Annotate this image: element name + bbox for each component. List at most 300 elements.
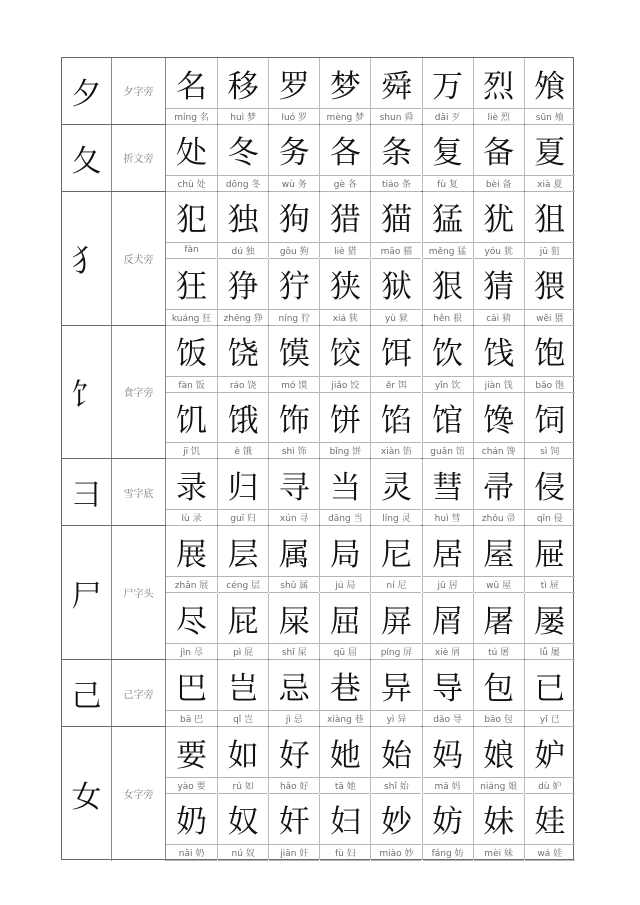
- pinyin-label: lù 录: [166, 509, 217, 526]
- character-cell: [217, 259, 268, 325]
- sample-character: 饭: [176, 336, 208, 373]
- character-cell: [217, 727, 268, 793]
- radical-character: 犭: [62, 192, 112, 325]
- character-cell: [370, 392, 421, 458]
- character-cell: [370, 660, 421, 726]
- sample-character: 狗: [278, 202, 310, 239]
- pinyin-label: jú 局: [320, 576, 370, 593]
- sample-character: 务: [278, 135, 310, 172]
- character-cell: [370, 794, 421, 860]
- character-row: [166, 192, 573, 258]
- character-cell: [217, 794, 268, 860]
- character-cell: [422, 660, 473, 726]
- sample-character: 饲: [534, 402, 566, 439]
- pinyin-label: zhēng 狰: [218, 309, 268, 326]
- pinyin-label: níng 狞: [269, 309, 319, 326]
- pinyin-label: zhǒu 帚: [474, 509, 524, 526]
- pinyin-label: liè 烈: [474, 108, 524, 125]
- pinyin-label: dù 妒: [525, 777, 575, 794]
- sample-character: 飧: [534, 68, 566, 105]
- sample-character: 罗: [278, 68, 310, 105]
- character-row: [166, 259, 573, 325]
- sample-character: 妹: [483, 804, 515, 841]
- sample-character: 烈: [483, 68, 515, 105]
- pinyin-label: liè 猎: [320, 242, 370, 259]
- sample-character: 妇: [329, 804, 361, 841]
- character-cell: [217, 125, 268, 191]
- sample-character: 异: [380, 670, 412, 707]
- sample-character: 饰: [278, 402, 310, 439]
- character-cell: [370, 58, 421, 124]
- calligraphy-practice-sheet: [61, 57, 574, 860]
- character-cell: [370, 326, 421, 392]
- pinyin-label: fù 复: [423, 175, 473, 192]
- sample-character: 狙: [534, 202, 566, 239]
- sample-character: 饱: [534, 336, 566, 373]
- character-cell: [524, 794, 575, 860]
- pinyin-label: shì 饰: [269, 442, 319, 459]
- sample-character: 屉: [534, 536, 566, 573]
- pinyin-label: huì 彗: [423, 509, 473, 526]
- sample-character: 尽: [176, 603, 208, 640]
- sample-character: 要: [176, 737, 208, 774]
- pinyin-label: xiá 狭: [320, 309, 370, 326]
- character-cell: [319, 58, 370, 124]
- character-cell: [268, 259, 319, 325]
- pinyin-label: dú 独: [218, 242, 268, 259]
- pinyin-label: dǎo 导: [423, 710, 473, 727]
- pinyin-label: fù 妇: [320, 844, 370, 861]
- sample-character: 馆: [432, 402, 464, 439]
- sample-character: 屑: [432, 603, 464, 640]
- character-cell: [319, 259, 370, 325]
- character-cell: [473, 326, 524, 392]
- sample-character: 居: [432, 536, 464, 573]
- character-cell: [473, 259, 524, 325]
- character-cell: [473, 794, 524, 860]
- character-cell: [268, 459, 319, 525]
- radical-name: 食字旁: [112, 326, 166, 459]
- character-cell: [319, 794, 370, 860]
- pinyin-label: māo 猫: [371, 242, 421, 259]
- character-cell: [524, 593, 575, 659]
- sample-character: 狠: [432, 269, 464, 306]
- radical-group: [62, 526, 573, 660]
- pinyin-label: měng 猛: [423, 242, 473, 259]
- radical-group: [62, 192, 573, 326]
- pinyin-label: jū 狙: [525, 242, 575, 259]
- sample-character: 移: [227, 68, 259, 105]
- sample-character: 犯: [176, 202, 208, 239]
- character-cell: [473, 459, 524, 525]
- sample-character: 归: [227, 469, 259, 506]
- sample-character: 猛: [432, 202, 464, 239]
- sample-character: 屈: [329, 603, 361, 640]
- sample-character: 馍: [278, 336, 310, 373]
- sample-character: 奸: [278, 804, 310, 841]
- sample-character: 饮: [432, 336, 464, 373]
- radical-group: [62, 326, 573, 460]
- pinyin-label: mèng 梦: [320, 108, 370, 125]
- pinyin-label: dāng 当: [320, 509, 370, 526]
- sample-character: 梦: [329, 68, 361, 105]
- character-row: [166, 459, 573, 525]
- sample-character: 导: [432, 670, 464, 707]
- pinyin-label: jī 饥: [166, 442, 217, 459]
- pinyin-label: mó 馍: [269, 376, 319, 393]
- sample-character: 猎: [329, 202, 361, 239]
- pinyin-label: jiàn 饯: [474, 376, 524, 393]
- character-cell: [166, 392, 217, 458]
- pinyin-label: wū 屋: [474, 576, 524, 593]
- pinyin-label: mèi 妹: [474, 844, 524, 861]
- sample-character: 舜: [380, 68, 412, 105]
- pinyin-label: fàn: [166, 242, 217, 259]
- character-cell: [370, 192, 421, 258]
- pinyin-label: guǎn 馆: [423, 442, 473, 459]
- sample-character: 忌: [278, 670, 310, 707]
- sample-character: 狭: [329, 269, 361, 306]
- radical-group: [62, 459, 573, 526]
- character-cell: [524, 526, 575, 592]
- radical-character: 夕: [62, 58, 112, 124]
- character-row: [166, 526, 573, 592]
- radical-group: [62, 58, 573, 125]
- sample-character: 馋: [483, 402, 515, 439]
- sample-character: 猥: [534, 269, 566, 306]
- pinyin-label: nú 奴: [218, 844, 268, 861]
- pinyin-label: nǎi 奶: [166, 844, 217, 861]
- character-cell: [473, 660, 524, 726]
- radical-group: [62, 660, 573, 727]
- character-cell: [473, 727, 524, 793]
- sample-character: 岂: [227, 670, 259, 707]
- pinyin-label: yǐn 饮: [423, 376, 473, 393]
- character-cell: [524, 392, 575, 458]
- character-cell: [422, 125, 473, 191]
- sample-character: 饥: [176, 402, 208, 439]
- pinyin-label: mā 妈: [423, 777, 473, 794]
- sample-character: 狱: [380, 269, 412, 306]
- character-cell: [319, 192, 370, 258]
- radical-character: 彐: [62, 459, 112, 525]
- pinyin-label: chù 处: [166, 175, 217, 192]
- radical-name: 反犬旁: [112, 192, 166, 325]
- pinyin-label: hěn 狠: [423, 309, 473, 326]
- pinyin-label: yù 狱: [371, 309, 421, 326]
- character-cell: [319, 660, 370, 726]
- pinyin-label: niáng 娘: [474, 777, 524, 794]
- pinyin-label: hǎo 好: [269, 777, 319, 794]
- character-cell: [319, 727, 370, 793]
- character-cell: [166, 593, 217, 659]
- sample-character: 帚: [483, 469, 515, 506]
- pinyin-label: jiǎo 饺: [320, 376, 370, 393]
- pinyin-label: wěi 猥: [525, 309, 575, 326]
- character-cell: [422, 259, 473, 325]
- pinyin-label: xiàng 巷: [320, 710, 370, 727]
- pinyin-label: luó 罗: [269, 108, 319, 125]
- sample-character: 处: [176, 135, 208, 172]
- character-row: [166, 392, 573, 458]
- sample-character: 录: [176, 469, 208, 506]
- radical-name: 夕字旁: [112, 58, 166, 124]
- character-cell: [473, 392, 524, 458]
- sample-character: 妈: [432, 737, 464, 774]
- character-cell: [166, 660, 217, 726]
- character-cell: [217, 660, 268, 726]
- character-cell: [217, 58, 268, 124]
- sample-character: 属: [278, 536, 310, 573]
- pinyin-label: tiáo 条: [371, 175, 421, 192]
- pinyin-label: tā 她: [320, 777, 370, 794]
- sample-character: 她: [329, 737, 361, 774]
- sample-character: 万: [432, 68, 464, 105]
- sample-character: 妒: [534, 737, 566, 774]
- character-cell: [473, 526, 524, 592]
- character-row: [166, 727, 573, 793]
- pinyin-label: rú 如: [218, 777, 268, 794]
- pinyin-label: tú 屠: [474, 643, 524, 660]
- pinyin-label: tì 屉: [525, 576, 575, 593]
- pinyin-label: yǐ 已: [525, 710, 575, 727]
- pinyin-label: jiān 奸: [269, 844, 319, 861]
- character-cell: [524, 727, 575, 793]
- sample-character: 展: [176, 536, 208, 573]
- character-cell: [166, 58, 217, 124]
- pinyin-label: shǐ 屎: [269, 643, 319, 660]
- character-row: [166, 326, 573, 392]
- sample-character: 屡: [534, 603, 566, 640]
- character-cell: [422, 593, 473, 659]
- character-cell: [268, 526, 319, 592]
- pinyin-label: céng 层: [218, 576, 268, 593]
- radical-character: 己: [62, 660, 112, 726]
- character-cell: [166, 125, 217, 191]
- character-cell: [473, 125, 524, 191]
- character-cell: [319, 526, 370, 592]
- pinyin-label: líng 灵: [371, 509, 421, 526]
- character-cell: [166, 459, 217, 525]
- character-cell: [268, 660, 319, 726]
- sample-character: 巷: [329, 670, 361, 707]
- sample-character: 尼: [380, 536, 412, 573]
- character-cell: [319, 459, 370, 525]
- pinyin-label: dǎi 歹: [423, 108, 473, 125]
- character-cell: [217, 593, 268, 659]
- radical-name: 雪字底: [112, 459, 166, 525]
- character-cell: [422, 794, 473, 860]
- character-cell: [217, 192, 268, 258]
- pinyin-label: sūn 飧: [525, 108, 575, 125]
- character-cell: [422, 58, 473, 124]
- character-cell: [166, 794, 217, 860]
- character-row: [166, 58, 573, 124]
- character-cell: [524, 58, 575, 124]
- pinyin-label: miào 妙: [371, 844, 421, 861]
- character-cell: [166, 326, 217, 392]
- pinyin-label: yì 异: [371, 710, 421, 727]
- character-cell: [166, 192, 217, 258]
- character-cell: [422, 326, 473, 392]
- character-cell: [217, 392, 268, 458]
- sample-character: 狂: [176, 269, 208, 306]
- sample-character: 条: [380, 135, 412, 172]
- pinyin-label: gè 各: [320, 175, 370, 192]
- pinyin-label: xiè 屑: [423, 643, 473, 660]
- sample-character: 妙: [380, 804, 412, 841]
- pinyin-label: dōng 冬: [218, 175, 268, 192]
- sample-character: 娃: [534, 804, 566, 841]
- pinyin-label: è 饿: [218, 442, 268, 459]
- character-row: [166, 593, 573, 659]
- sample-character: 屏: [380, 603, 412, 640]
- sample-character: 娘: [483, 737, 515, 774]
- sample-character: 犹: [483, 202, 515, 239]
- radical-name: 己字旁: [112, 660, 166, 726]
- radical-name: 尸字头: [112, 526, 166, 659]
- radical-character: 尸: [62, 526, 112, 659]
- character-cell: [268, 125, 319, 191]
- sample-character: 始: [380, 737, 412, 774]
- pinyin-label: zhǎn 展: [166, 576, 217, 593]
- sample-character: 灵: [380, 469, 412, 506]
- sample-character: 屠: [483, 603, 515, 640]
- sample-character: 名: [176, 68, 208, 105]
- character-cell: [524, 259, 575, 325]
- pinyin-label: kuáng 狂: [166, 309, 217, 326]
- character-cell: [524, 459, 575, 525]
- pinyin-label: jū 居: [423, 576, 473, 593]
- sample-character: 层: [227, 536, 259, 573]
- sample-character: 饶: [227, 336, 259, 373]
- character-cell: [319, 125, 370, 191]
- pinyin-label: huì 梦: [218, 108, 268, 125]
- character-cell: [370, 727, 421, 793]
- pinyin-label: jìn 尽: [166, 643, 217, 660]
- sample-character: 局: [329, 536, 361, 573]
- pinyin-label: cāi 猜: [474, 309, 524, 326]
- pinyin-label: qū 屈: [320, 643, 370, 660]
- sample-character: 当: [329, 469, 361, 506]
- sample-character: 好: [278, 737, 310, 774]
- character-cell: [166, 259, 217, 325]
- character-cell: [370, 259, 421, 325]
- character-cell: [473, 58, 524, 124]
- radical-group: [62, 125, 573, 192]
- pinyin-label: lǚ 屡: [525, 643, 575, 660]
- sample-character: 寻: [278, 469, 310, 506]
- character-row: [166, 660, 573, 726]
- character-cell: [524, 326, 575, 392]
- sample-character: 奴: [227, 804, 259, 841]
- pinyin-label: míng 名: [166, 108, 217, 125]
- character-cell: [319, 326, 370, 392]
- sample-character: 已: [534, 670, 566, 707]
- character-cell: [370, 593, 421, 659]
- sample-character: 侵: [534, 469, 566, 506]
- sample-character: 饯: [483, 336, 515, 373]
- sample-character: 饺: [329, 336, 361, 373]
- pinyin-label: wá 娃: [525, 844, 575, 861]
- sample-character: 巴: [176, 670, 208, 707]
- pinyin-label: bǐng 饼: [320, 442, 370, 459]
- pinyin-label: sì 饲: [525, 442, 575, 459]
- sample-character: 馅: [380, 402, 412, 439]
- character-cell: [473, 192, 524, 258]
- pinyin-label: fáng 妨: [423, 844, 473, 861]
- character-cell: [217, 326, 268, 392]
- pinyin-label: píng 屏: [371, 643, 421, 660]
- character-cell: [166, 526, 217, 592]
- character-cell: [268, 192, 319, 258]
- pinyin-label: shǔ 属: [269, 576, 319, 593]
- sample-character: 夏: [534, 135, 566, 172]
- pinyin-label: wù 务: [269, 175, 319, 192]
- sample-character: 饵: [380, 336, 412, 373]
- pinyin-label: qīn 侵: [525, 509, 575, 526]
- pinyin-label: ráo 饶: [218, 376, 268, 393]
- sample-character: 屎: [278, 603, 310, 640]
- radical-character: 夂: [62, 125, 112, 191]
- character-cell: [319, 593, 370, 659]
- radical-name: 女字旁: [112, 727, 166, 861]
- character-cell: [166, 727, 217, 793]
- pinyin-label: chán 馋: [474, 442, 524, 459]
- character-cell: [319, 392, 370, 458]
- character-cell: [217, 459, 268, 525]
- pinyin-label: shun 舜: [371, 108, 421, 125]
- character-cell: [422, 727, 473, 793]
- pinyin-label: bèi 备: [474, 175, 524, 192]
- character-cell: [473, 593, 524, 659]
- sample-character: 奶: [176, 804, 208, 841]
- character-cell: [524, 660, 575, 726]
- sample-character: 复: [432, 135, 464, 172]
- radical-group: [62, 727, 573, 861]
- sample-character: 妨: [432, 804, 464, 841]
- radical-character: 饣: [62, 326, 112, 459]
- pinyin-label: xiàn 馅: [371, 442, 421, 459]
- radical-character: 女: [62, 727, 112, 861]
- radical-name: 折文旁: [112, 125, 166, 191]
- pinyin-label: xià 夏: [525, 175, 575, 192]
- character-cell: [422, 459, 473, 525]
- character-cell: [268, 392, 319, 458]
- character-cell: [422, 526, 473, 592]
- pinyin-label: fàn 饭: [166, 376, 217, 393]
- pinyin-label: pì 屁: [218, 643, 268, 660]
- sample-character: 饿: [227, 402, 259, 439]
- pinyin-label: yóu 犹: [474, 242, 524, 259]
- character-cell: [217, 526, 268, 592]
- pinyin-label: bǎo 饱: [525, 376, 575, 393]
- sample-character: 独: [227, 202, 259, 239]
- character-cell: [422, 192, 473, 258]
- character-row: [166, 794, 573, 860]
- character-cell: [268, 794, 319, 860]
- pinyin-label: ěr 饵: [371, 376, 421, 393]
- sample-character: 狞: [278, 269, 310, 306]
- sample-character: 包: [483, 670, 515, 707]
- character-cell: [268, 593, 319, 659]
- character-cell: [268, 727, 319, 793]
- character-cell: [370, 526, 421, 592]
- character-cell: [524, 192, 575, 258]
- character-cell: [268, 326, 319, 392]
- pinyin-label: qǐ 岂: [218, 710, 268, 727]
- pinyin-label: bā 巴: [166, 710, 217, 727]
